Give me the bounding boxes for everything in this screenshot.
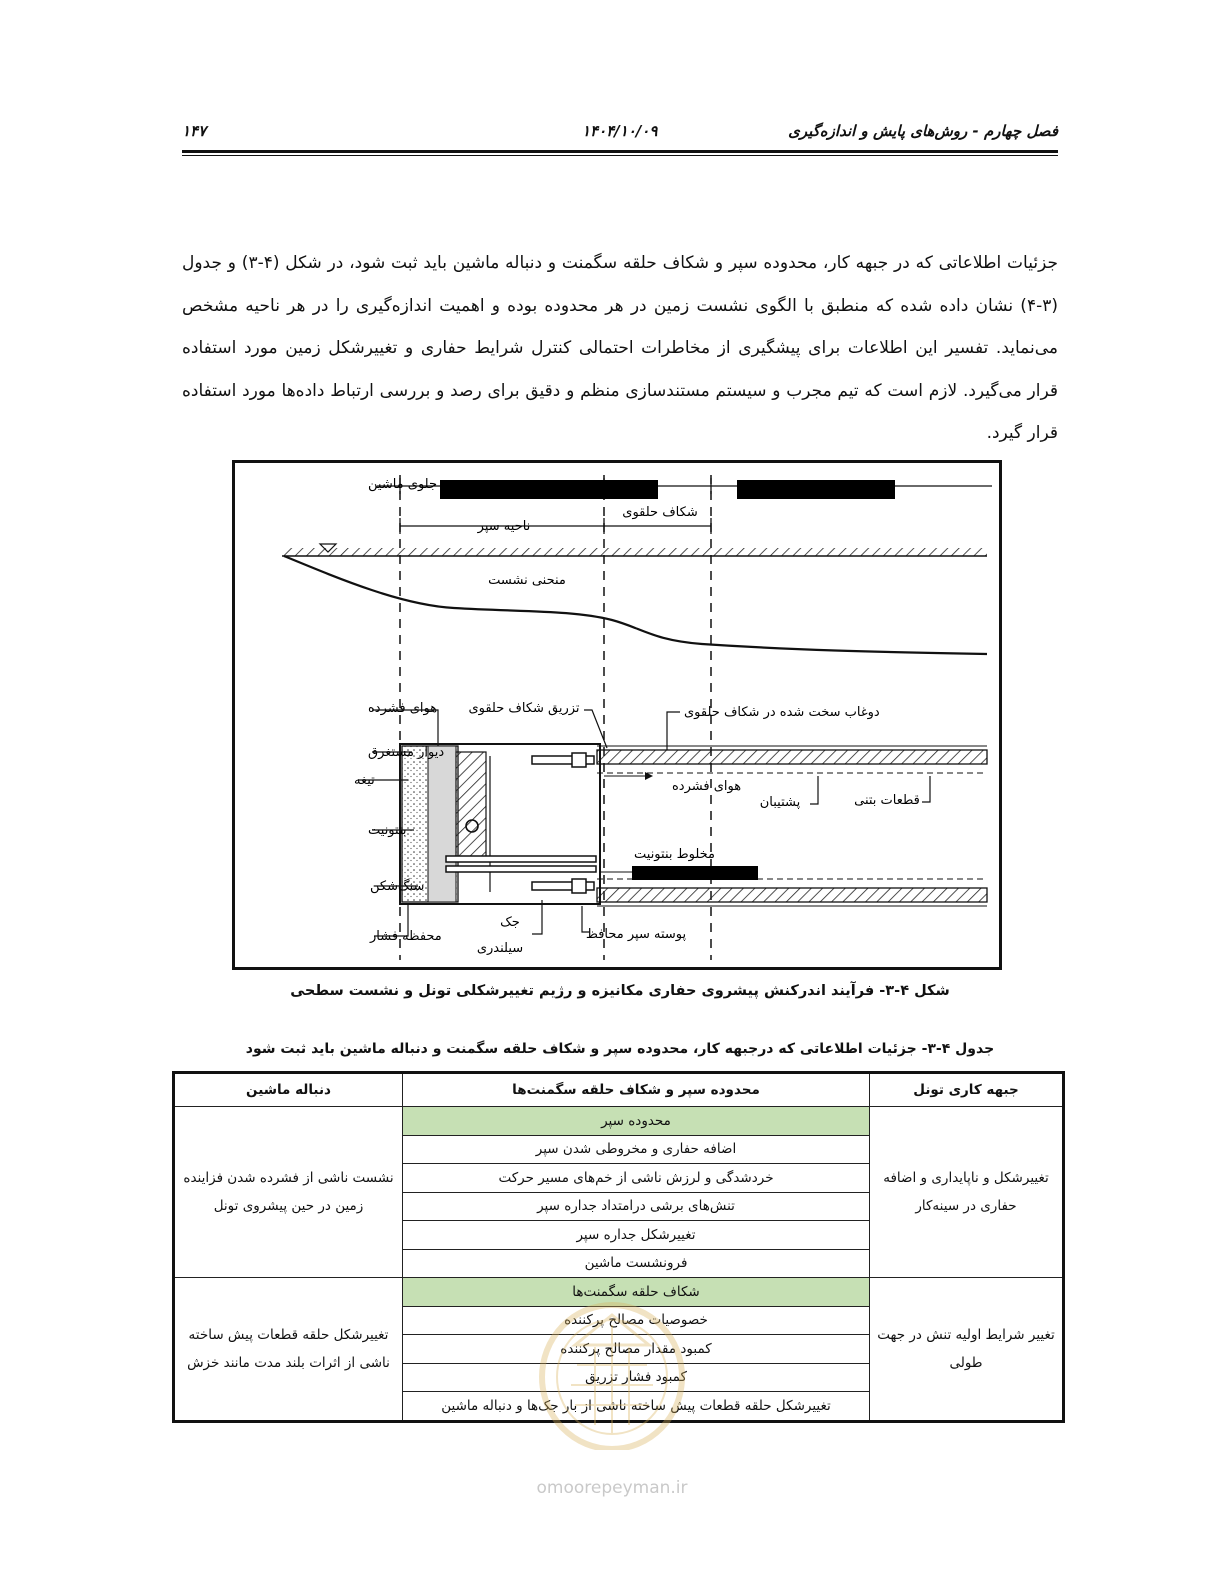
lining-bottom <box>597 888 987 902</box>
cell-face-2: تغییر شرایط اولیه تنش در جهت طولی <box>870 1278 1064 1422</box>
label-submerged-wall: دیوار مستغرق <box>368 745 445 760</box>
submerged-wall <box>456 752 486 860</box>
label-backing: پشتیبان <box>759 795 801 810</box>
header-rule-thick <box>182 150 1058 153</box>
cell-shield-item: خردشدگی و لرزش ناشی از خم‌های مسیر حرکت <box>403 1164 870 1193</box>
ground-surface-hatch <box>282 548 987 556</box>
cell-shield-item: فرونشست ماشین <box>403 1249 870 1278</box>
tunnel-figure <box>232 460 1002 970</box>
label-jack: جک <box>500 915 520 930</box>
label-bentonite: بنتونیت <box>368 823 407 838</box>
label-crusher: سنگ‌شکن <box>370 879 425 894</box>
cell-shield-item: تغییرشکل جداره سپر <box>403 1221 870 1250</box>
watermark-logo <box>505 1285 720 1450</box>
cell-shield-item: اضافه حفاری و مخروطی شدن سپر <box>403 1135 870 1164</box>
table-caption: جدول ۴-۳- جزئیات اطلاعاتی که درجبهه کار، محدوده سپر و شکاف حلقه سگمنت و دنباله ماشین باید ثبت شود <box>245 1041 995 1057</box>
label-pressure-chamber: محفظه فشار <box>370 929 442 944</box>
cell-shield-heading: محدوده سپر <box>403 1107 870 1136</box>
cell-tail-2: تغییرشکل حلقه قطعات پیش ساخته ناشی از اثرات بلند مدت مانند خزش <box>174 1278 403 1422</box>
cell-ring-gap-item: تغییرشکل حلقه قطعات پیش ساخته ناشی از بار جک‌ها و دنباله ماشین <box>403 1392 870 1422</box>
label-front-settlement: نشست جلوی ماشین <box>368 477 481 492</box>
tunnel-diagram <box>232 460 1002 970</box>
cell-tail-1: نشست ناشی از فشرده شدن فزاینده زمین در حین پیشروی تونل <box>174 1107 403 1278</box>
label-cylindrical: سیلندری <box>476 941 524 956</box>
cell-face-1: تغییرشکل و ناپایداری و اضافه حفاری در سینه‌کار <box>870 1107 1064 1278</box>
label-ring-gap-grouting: تزریق شکاف حلقوی <box>468 701 580 716</box>
label-bentonite-mix: مخلوط بنتونیت <box>634 847 716 862</box>
label-hardened-grout: دوغاب سخت شده در شکاف حلقوی <box>684 705 880 720</box>
cell-shield-item: تنش‌های برشی درامتداد جداره سپر <box>403 1192 870 1221</box>
label-settlement-curve: منحنی نشست <box>488 573 566 588</box>
header-date: ۱۴۰۴/۱۰/۰۹ <box>582 122 658 140</box>
redaction-bar-3 <box>632 866 758 880</box>
cell-ring-gap-item: خصوصیات مصالح پرکننده <box>403 1306 870 1335</box>
chapter-title: فصل چهارم - روش‌های پایش و اندازه‌گیری <box>788 122 1058 140</box>
figure-caption: شکل ۴-۳- فرآیند اندرکنش پیشروی حفاری مکانیزه و رژیم تغییرشکلی تونل و نشست سطحی <box>290 983 950 999</box>
col-header-shield: محدوده سپر و شکاف حلقه سگمنت‌ها <box>403 1073 870 1107</box>
label-concrete-segments: قطعات بتنی <box>854 793 920 808</box>
cell-ring-gap-item: کمبود فشار تزریق <box>403 1363 870 1392</box>
header-rule-thin <box>182 155 1058 156</box>
watermark-text: omoorepeyman.ir <box>536 1478 688 1498</box>
col-header-tail: دنباله ماشین <box>174 1073 403 1107</box>
label-shield-zone: ناحیه سپر <box>477 519 531 534</box>
redaction-bar-2 <box>737 480 895 499</box>
cell-ring-gap-item: کمبود مقدار مصالح پرکننده <box>403 1335 870 1364</box>
bentonite-zone <box>428 746 456 902</box>
table-header-row <box>174 1073 1064 1107</box>
lining-top <box>597 750 987 764</box>
table-row <box>174 1107 1064 1136</box>
body-paragraph: جزئیات اطلاعاتی که در جبهه کار، محدوده سپر و شکاف حلقه سگمنت و دنباله ماشین باید ثبت شود، در شکل (۴-۳) و جدول (۳-۴) نشان داده شده که منطبق با الگوی نشست زمین در هر محدوده بوده و اهمیت اندازه‌گیری را در هر ناحیه مشخص می‌نماید. تفسیر این اطلاعات برای پیشگیری از مخاطرات احتمالی کنترل شرایط حفاری و تغییرشکل زمین مورد استفاده قرار می‌گیرد. لازم است که تیم مجرب و سیستم مستندسازی منظم و دقیق برای رصد و بررسی ارتباط داده‌ها مورد استفاده قرار گیرد. <box>182 253 1058 443</box>
label-shield-skin: پوسته سپر محافظ <box>585 927 687 942</box>
label-compressed-air-top: هوای فشرده <box>368 701 438 716</box>
page-header <box>182 120 1058 150</box>
label-ring-gap: شکاف حلقوی <box>622 505 698 520</box>
page-number: ۱۴۷ <box>182 122 207 140</box>
col-header-face: جبهه کاری تونل <box>870 1073 1064 1107</box>
cell-ring-gap-heading: شکاف حلقه سگمنت‌ها <box>403 1278 870 1307</box>
label-compressed-air-inner: هوای فشرده <box>672 779 742 794</box>
label-blade: تیغه <box>354 773 375 788</box>
